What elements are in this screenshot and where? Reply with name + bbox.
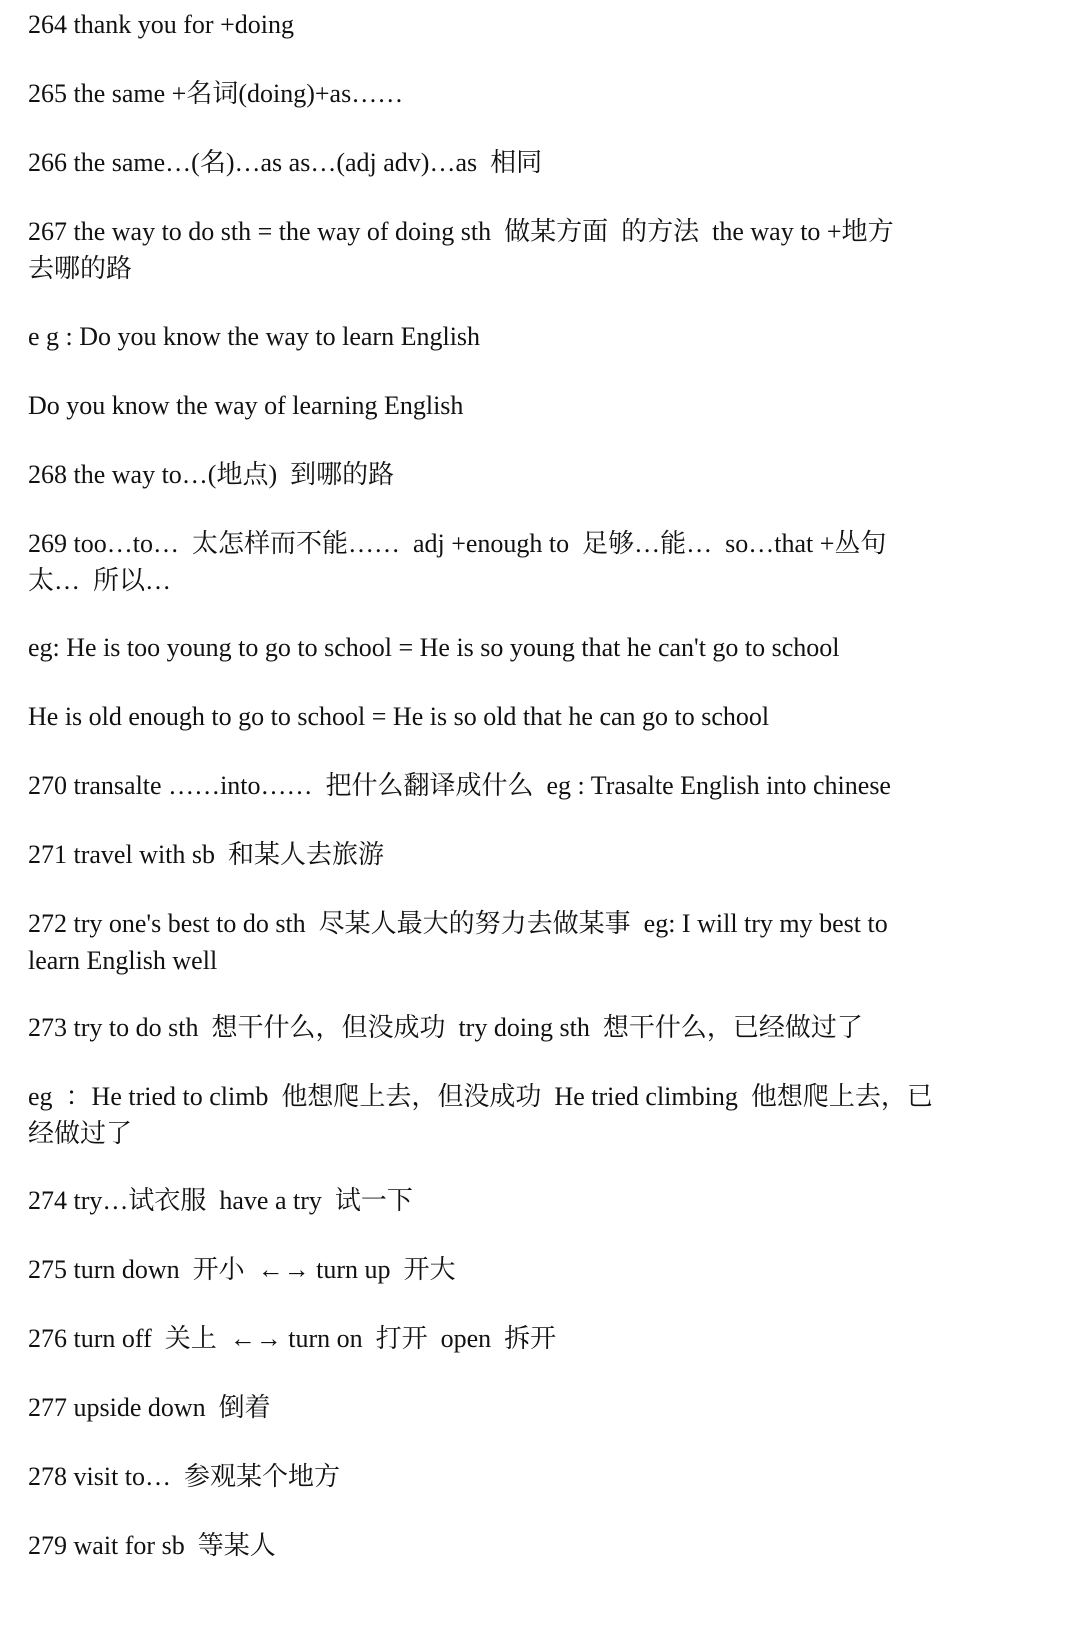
entry-276: 276 turn off 关上 ←→ turn on 打开 open 拆开 xyxy=(28,1324,557,1353)
entry-279: 279 wait for sb 等某人 xyxy=(28,1531,276,1560)
entry-274: 274 try…试衣服 have a try 试一下 xyxy=(28,1186,413,1215)
entry-278: 278 visit to… 参观某个地方 xyxy=(28,1462,341,1491)
entry-264: 264 thank you for +doing xyxy=(28,10,294,39)
entry-272: 272 try one's best to do sth 尽某人最大的努力去做某事 eg: I will try my best to learn English well xyxy=(28,909,888,975)
entry-265: 265 the same +名词(doing)+as…… xyxy=(28,79,404,108)
entry-267: 267 the way to do sth = the way of doing sth 做某方面 的方法 the way to +地方 去哪的路 xyxy=(28,217,894,283)
entry-273: 273 try to do sth 想干什么，但没成功 try doing sth 想干什么，已经做过了 xyxy=(28,1013,863,1042)
entry-268: 268 the way to…(地点) 到哪的路 xyxy=(28,460,395,489)
example-269a: eg: He is too young to go to school = He is so young that he can't go to school xyxy=(28,633,840,662)
example-267b: Do you know the way of learning English xyxy=(28,391,464,420)
example-273: eg ：He tried to climb 他想爬上去，但没成功 He tried climbing 他想爬上去，已 经做过了 xyxy=(28,1082,933,1148)
entry-277: 277 upside down 倒着 xyxy=(28,1393,271,1422)
entry-266: 266 the same…(名)…as as…(adj adv)…as 相同 xyxy=(28,148,543,177)
entry-271: 271 travel with sb 和某人去旅游 xyxy=(28,840,385,869)
example-267a: e g : Do you know the way to learn English xyxy=(28,322,481,351)
example-269b: He is old enough to go to school = He is so old that he can go to school xyxy=(28,702,770,731)
entry-269: 269 too…to… 太怎样而不能…… adj +enough to 足够…能… so…that +丛句 太… 所以… xyxy=(28,529,887,595)
entry-275: 275 turn down 开小 ←→ turn up 开大 xyxy=(28,1255,456,1284)
entry-270: 270 transalte ……into…… 把什么翻译成什么 eg : Trasalte English into chinese xyxy=(28,771,891,800)
